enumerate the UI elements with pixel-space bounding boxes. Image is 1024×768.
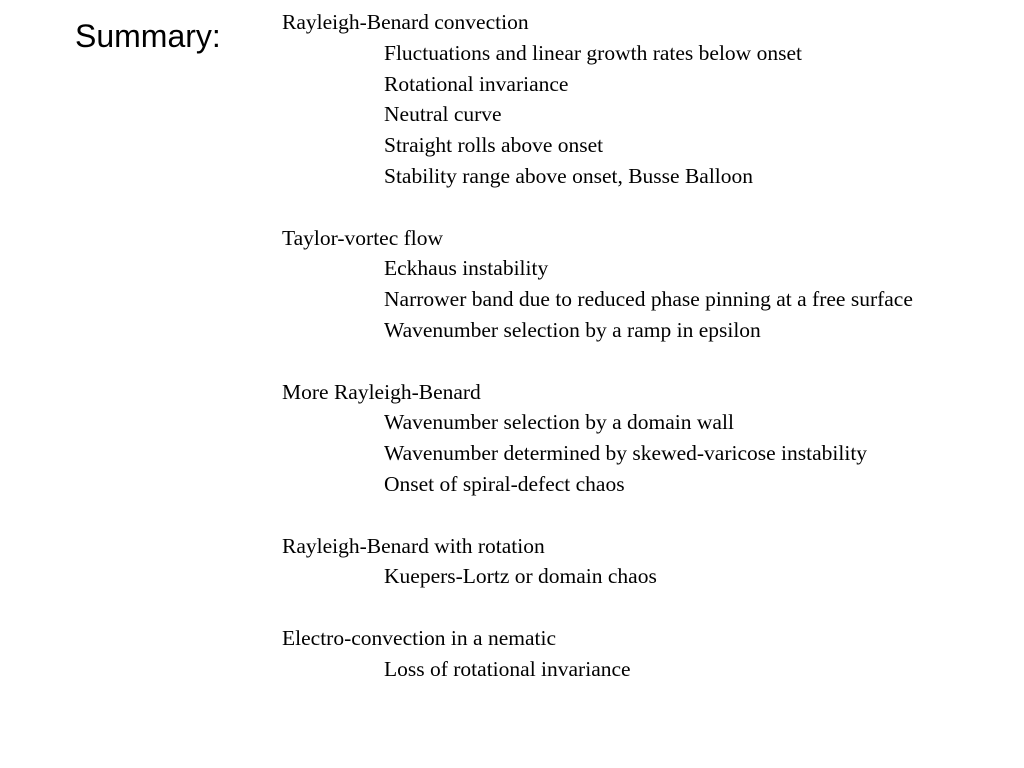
section-item: Neutral curve <box>384 102 502 127</box>
section-item: Loss of rotational invariance <box>384 656 631 681</box>
section-item: Stability range above onset, Busse Balloon <box>384 163 754 188</box>
section-heading: More Rayleigh-Benard <box>282 379 481 404</box>
section-more-rayleigh-benard <box>282 377 1022 500</box>
section-rayleigh-benard-convection <box>282 7 1022 192</box>
section-item: Fluctuations and linear growth rates below onset <box>384 40 802 65</box>
section-item: Straight rolls above onset <box>384 133 604 158</box>
section-rayleigh-benard-rotation <box>282 531 1022 593</box>
section-item: Onset of spiral-defect chaos <box>384 471 625 496</box>
section-electro-convection <box>282 623 1022 685</box>
section-item: Rotational invariance <box>384 71 569 96</box>
section-taylor-vortex-flow <box>282 223 1022 346</box>
section-item: Wavenumber selection by a domain wall <box>384 410 734 435</box>
section-item: Narrower band due to reduced phase pinning at a free surface <box>384 287 913 312</box>
section-item: Kuepers-Lortz or domain chaos <box>384 564 657 589</box>
slide-title: Summary: <box>75 18 221 54</box>
summary-outline <box>282 7 1022 715</box>
section-item: Wavenumber selection by a ramp in epsilon <box>384 317 761 342</box>
section-heading: Rayleigh-Benard with rotation <box>282 533 545 558</box>
section-heading: Rayleigh-Benard convection <box>282 10 529 34</box>
section-heading: Taylor-vortec flow <box>282 225 444 250</box>
section-item: Eckhaus instability <box>384 256 549 281</box>
section-heading: Electro-convection in a nematic <box>282 625 556 650</box>
section-item: Wavenumber determined by skewed-varicose instability <box>384 441 868 466</box>
